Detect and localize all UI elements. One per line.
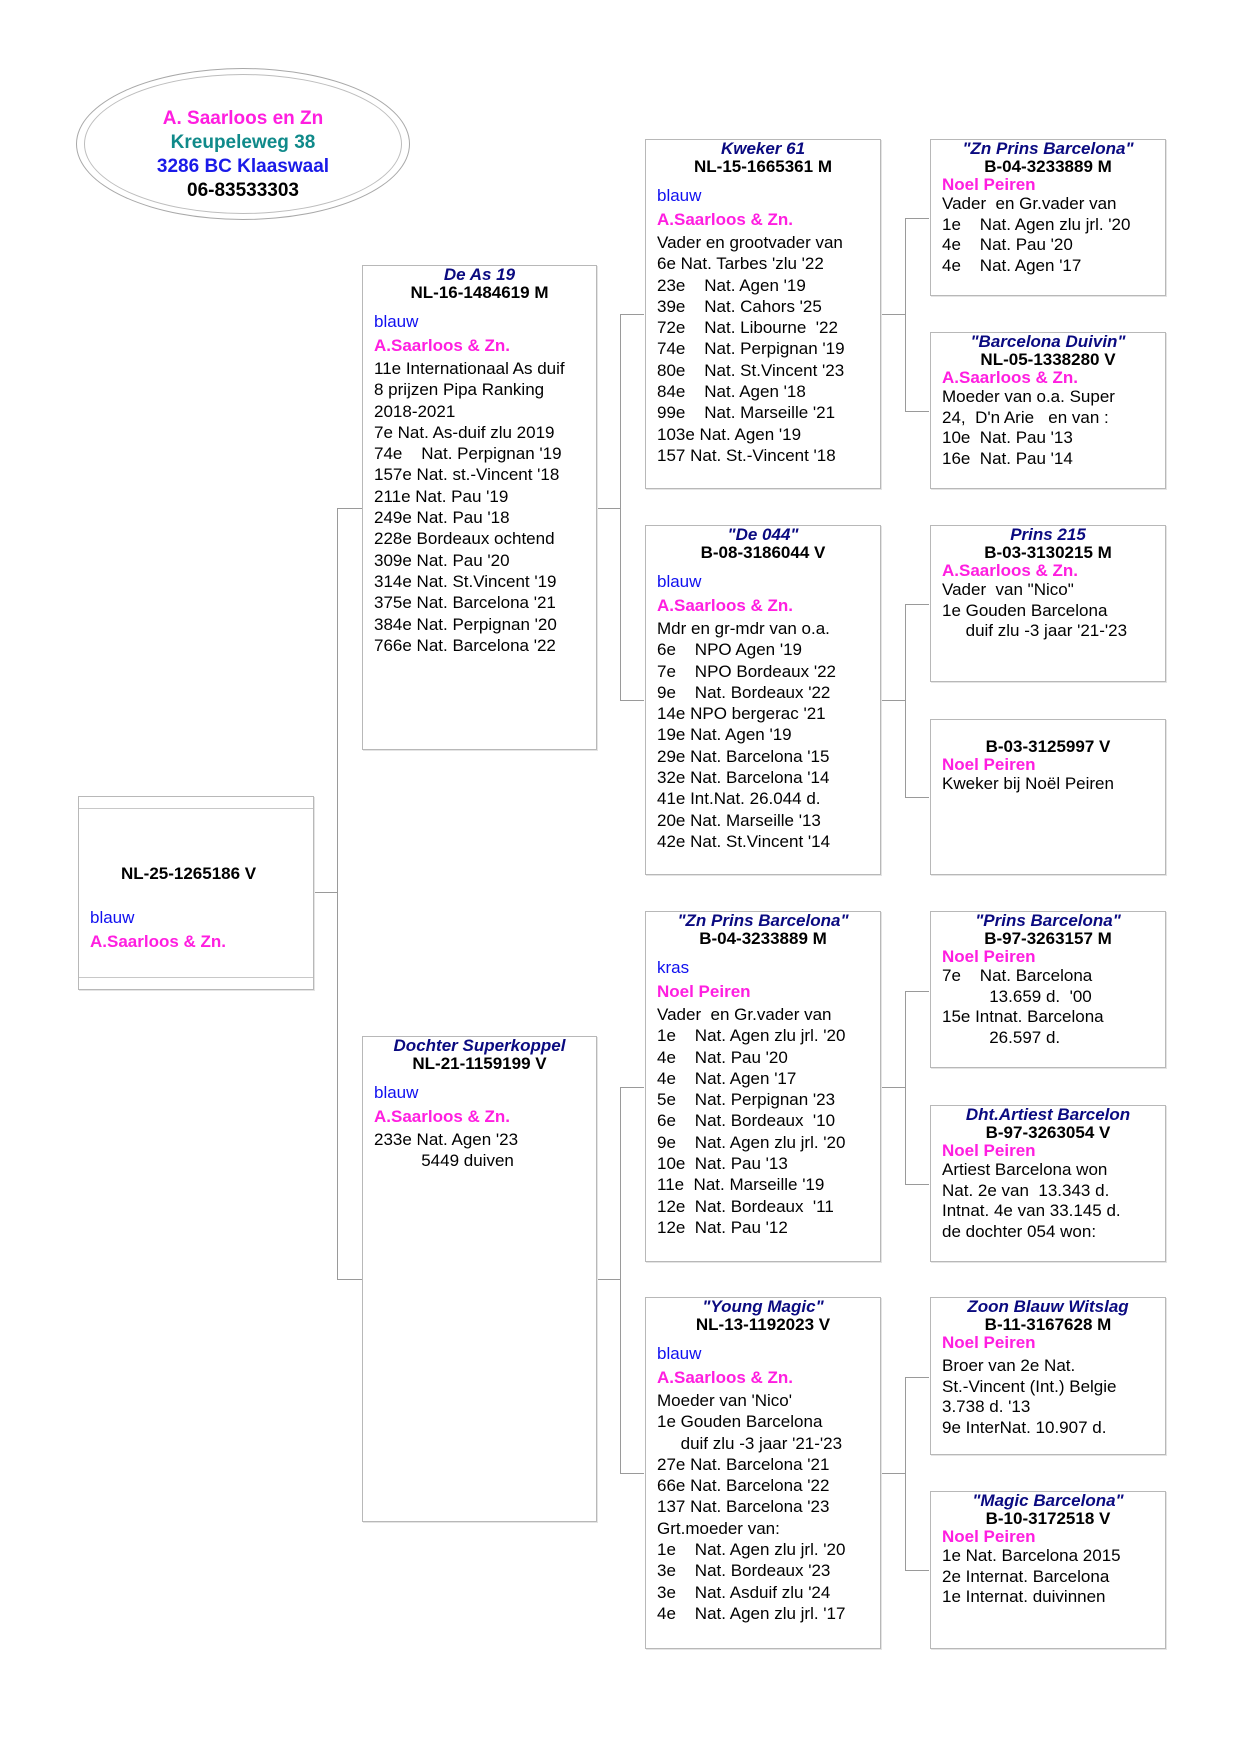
mother-name: Dochter Superkoppel [393, 1036, 566, 1055]
fm-ring: B-08-3186044 V [700, 543, 826, 562]
mm-results [646, 1390, 880, 1624]
result-line: Mdr en gr-mdr van o.a. [657, 619, 830, 638]
result-line: 13.659 d. '00 [942, 986, 1092, 1006]
mother-owner: A.Saarloos & Zn. [374, 1107, 511, 1126]
result-line: 9e InterNat. 10.907 d. [942, 1417, 1107, 1437]
result-line: 1e Internat. duivinnen [942, 1587, 1106, 1606]
result-line: 103e Nat. Agen '19 [657, 424, 802, 444]
breeder-street: Kreupeleweg 38 [170, 132, 316, 153]
grandfather-paternal-card[interactable] [645, 139, 881, 489]
result-line: 157e Nat. st.-Vincent '18 [374, 465, 560, 485]
father-name: De As 19 [443, 265, 516, 284]
result-line: 9e Nat. Bordeaux '22 [657, 682, 831, 702]
result-line: 7e Nat. As-duif zlu 2019 [374, 422, 555, 442]
mff-card[interactable] [930, 911, 1166, 1068]
result-line: 15e Intnat. Barcelona [942, 1007, 1104, 1026]
result-line: 9e Nat. Agen zlu jrl. '20 [657, 1132, 846, 1152]
result-line: 74e Nat. Perpignan '19 [374, 444, 562, 464]
ff-name: Kweker 61 [720, 139, 806, 158]
result-line: 41e Int.Nat. 26.044 d. [657, 789, 821, 809]
result-line: 7e NPO Bordeaux '22 [657, 661, 837, 681]
subject-color: blauw [90, 908, 135, 927]
result-line: 5e Nat. Perpignan '23 [657, 1090, 836, 1110]
result-line: 1e Nat. Agen zlu jrl. '20 [657, 1540, 846, 1560]
connector [880, 700, 905, 701]
connector [905, 1377, 906, 1570]
fmf-results [931, 580, 1165, 642]
mother-color: blauw [374, 1083, 419, 1102]
result-line: 42e Nat. St.Vincent '14 [657, 831, 831, 851]
result-line: duif zlu -3 jaar '21-'23 [942, 621, 1128, 640]
ff-ring: NL-15-1665361 M [694, 157, 832, 176]
ffm-owner: A.Saarloos & Zn. [942, 368, 1079, 387]
connector [313, 892, 337, 893]
ffm-card[interactable] [930, 332, 1166, 489]
ffm-ring: NL-05-1338280 V [980, 350, 1116, 369]
father-card[interactable] [362, 265, 597, 750]
breeder-name: A. Saarloos en Zn [162, 108, 324, 129]
fm-name: "De 044" [727, 525, 799, 544]
mff-name: "Prins Barcelona" [975, 911, 1121, 930]
connector [905, 1184, 929, 1185]
mff-owner: Noel Peiren [942, 947, 1036, 966]
mfm-card[interactable] [930, 1105, 1166, 1262]
father-results [363, 358, 596, 656]
result-line: 11e Internationaal As duif [374, 359, 565, 378]
subject-owner: A.Saarloos & Zn. [90, 932, 227, 951]
mfm-name: Dht.Artiest Barcelon [965, 1105, 1131, 1124]
result-line: 6e NPO Agen '19 [657, 640, 803, 660]
result-line: 6e Nat. Bordeaux '10 [657, 1111, 836, 1131]
result-line: Artiest Barcelona won [942, 1160, 1108, 1179]
fm-color: blauw [657, 572, 702, 591]
result-line: 66e Nat. Barcelona '22 [657, 1476, 830, 1496]
result-line: 3e Nat. Asduif zlu '24 [657, 1582, 831, 1602]
result-line: Vader en Gr.vader van [657, 1005, 832, 1024]
connector [620, 700, 644, 701]
result-line: Moeder van o.a. Super [942, 387, 1115, 406]
connector [337, 1279, 362, 1280]
father-owner: A.Saarloos & Zn. [374, 336, 511, 355]
result-line: 80e Nat. St.Vincent '23 [657, 360, 845, 380]
result-line: 4e Nat. Agen zlu jrl. '17 [657, 1603, 846, 1623]
fff-ring: B-04-3233889 M [984, 157, 1112, 176]
result-line: 12e Nat. Bordeaux '11 [657, 1196, 834, 1216]
mmf-results [931, 1356, 1165, 1438]
connector [880, 1473, 905, 1474]
connector [880, 1087, 905, 1088]
result-line: 211e Nat. Pau '19 [374, 486, 509, 506]
result-line: 7e Nat. Barcelona [942, 966, 1093, 985]
breeder-city: 3286 BC Klaaswaal [156, 156, 330, 177]
result-line: 766e Nat. Barcelona '22 [374, 635, 556, 655]
connector [905, 991, 929, 992]
connector [905, 604, 929, 605]
fmm-ring: B-03-3125997 V [985, 737, 1111, 756]
result-line: 27e Nat. Barcelona '21 [657, 1454, 830, 1474]
mother-ring: NL-21-1159199 V [412, 1054, 547, 1073]
mff-ring: B-97-3263157 M [984, 929, 1112, 948]
result-line: 5449 duiven [374, 1151, 514, 1171]
result-line: 384e Nat. Perpignan '20 [374, 614, 557, 634]
connector [905, 218, 906, 411]
ffm-name: "Barcelona Duivin" [970, 332, 1126, 351]
result-line: 23e Nat. Agen '19 [657, 275, 806, 295]
result-line: 375e Nat. Barcelona '21 [374, 593, 556, 613]
fm-results [646, 618, 880, 852]
result-line: 1e Gouden Barcelona [657, 1412, 823, 1432]
result-line: 84e Nat. Agen '18 [657, 382, 806, 402]
mother-card[interactable] [362, 1036, 597, 1522]
connector [620, 314, 621, 700]
connector [905, 991, 906, 1184]
result-line: Nat. 2e van 13.343 d. [942, 1180, 1110, 1200]
result-line: 4e Nat. Agen '17 [657, 1068, 797, 1088]
result-line: 19e Nat. Agen '19 [657, 725, 792, 745]
result-line: 29e Nat. Barcelona '15 [657, 746, 830, 766]
fff-owner: Noel Peiren [942, 175, 1036, 194]
result-line: 228e Bordeaux ochtend [374, 529, 555, 549]
connector [596, 508, 620, 509]
result-line: 1e Gouden Barcelona [942, 600, 1108, 620]
fmm-owner: Noel Peiren [942, 755, 1036, 774]
grandmother-maternal-card[interactable] [645, 1297, 881, 1649]
breeder-phone: 06-83533303 [187, 180, 299, 201]
mmf-ring: B-11-3167628 M [984, 1315, 1112, 1334]
result-line: 2018-2021 [374, 401, 456, 421]
mmm-results [931, 1546, 1165, 1608]
result-line: 314e Nat. St.Vincent '19 [374, 571, 557, 591]
mm-color: blauw [657, 1344, 702, 1363]
result-line: Grt.moeder van: [657, 1518, 780, 1538]
result-line: 3.738 d. '13 [942, 1397, 1031, 1416]
fff-name: "Zn Prins Barcelona" [962, 139, 1134, 158]
result-line: 24, D'n Arie en van : [942, 407, 1109, 427]
result-line: Intnat. 4e van 33.145 d. [942, 1201, 1121, 1220]
mf-ring: B-04-3233889 M [699, 929, 827, 948]
result-line: Vader en grootvader van [657, 233, 843, 252]
result-line: 1e Nat. Barcelona 2015 [942, 1546, 1121, 1565]
connector [337, 508, 362, 509]
fmf-card[interactable] [930, 525, 1166, 682]
fmm-name [931, 720, 1165, 738]
result-line: 233e Nat. Agen '23 [374, 1130, 519, 1149]
result-line: 2e Internat. Barcelona [942, 1566, 1110, 1586]
mfm-ring: B-97-3263054 V [985, 1123, 1111, 1142]
mfm-results [931, 1160, 1165, 1242]
connector [596, 1279, 620, 1280]
mm-owner: A.Saarloos & Zn. [657, 1368, 794, 1387]
result-line: 14e NPO bergerac '21 [657, 704, 826, 724]
result-line: 10e Nat. Pau '13 [942, 428, 1073, 447]
fmm-card[interactable] [930, 719, 1166, 875]
mmf-name: Zoon Blauw Witslag [967, 1297, 1129, 1316]
breeder-header [108, 107, 378, 203]
result-line: 4e Nat. Pau '20 [657, 1047, 788, 1067]
connector [905, 1377, 929, 1378]
subject-pigeon-card[interactable] [78, 796, 314, 990]
result-line: Kweker bij Noël Peiren [942, 774, 1114, 793]
result-line: 3e Nat. Bordeaux '23 [657, 1561, 831, 1581]
result-line: 8 prijzen Pipa Ranking [374, 380, 545, 400]
mf-owner: Noel Peiren [657, 982, 751, 1001]
connector [905, 1570, 929, 1571]
connector [905, 218, 929, 219]
connector [337, 508, 338, 1279]
result-line: Vader van "Nico" [942, 580, 1074, 599]
fff-results [931, 194, 1165, 276]
result-line: 26.597 d. [942, 1027, 1061, 1047]
result-line: 12e Nat. Pau '12 [657, 1217, 788, 1237]
result-line: Vader en Gr.vader van [942, 194, 1117, 213]
fmf-owner: A.Saarloos & Zn. [942, 561, 1079, 580]
mmf-owner: Noel Peiren [942, 1333, 1036, 1352]
mm-name: "Young Magic" [702, 1297, 824, 1316]
mf-color: kras [657, 958, 690, 977]
result-line: Broer van 2e Nat. [942, 1356, 1076, 1375]
connector [620, 1087, 621, 1473]
ff-owner: A.Saarloos & Zn. [657, 210, 794, 229]
result-line: St.-Vincent (Int.) Belgie [942, 1376, 1117, 1396]
father-color: blauw [374, 312, 419, 331]
connector [880, 314, 905, 315]
mmm-card[interactable] [930, 1491, 1166, 1649]
result-line: 4e Nat. Pau '20 [942, 235, 1073, 254]
ffm-results [931, 387, 1165, 469]
result-line: 309e Nat. Pau '20 [374, 550, 510, 570]
result-line: 137 Nat. Barcelona '23 [657, 1497, 830, 1517]
mother-results [363, 1129, 596, 1172]
result-line: 157 Nat. St.-Vincent '18 [657, 445, 836, 465]
connector [620, 314, 644, 315]
result-line: 16e Nat. Pau '14 [942, 448, 1073, 468]
result-line: 20e Nat. Marseille '13 [657, 810, 821, 830]
result-line: duif zlu -3 jaar '21-'23 [657, 1433, 843, 1453]
result-line: 72e Nat. Libourne '22 [657, 318, 838, 338]
fmf-ring: B-03-3130215 M [984, 543, 1112, 562]
mmm-owner: Noel Peiren [942, 1527, 1036, 1546]
result-line: 39e Nat. Cahors '25 [657, 296, 822, 316]
mff-results [931, 966, 1165, 1048]
ff-color: blauw [657, 186, 702, 205]
result-line: 11e Nat. Marseille '19 [657, 1175, 825, 1195]
ff-results [646, 232, 880, 466]
result-line: 74e Nat. Perpignan '19 [657, 339, 845, 359]
result-line: 99e Nat. Marseille '21 [657, 403, 836, 423]
father-ring: NL-16-1484619 M [410, 283, 549, 302]
connector [905, 411, 929, 412]
result-line: 6e Nat. Tarbes 'zlu '22 [657, 254, 824, 274]
result-line: Moeder van 'Nico' [657, 1391, 792, 1410]
connector [620, 1087, 644, 1088]
connector [905, 797, 929, 798]
mm-ring: NL-13-1192023 V [695, 1315, 831, 1334]
result-line: 4e Nat. Agen '17 [942, 255, 1082, 275]
mmm-name: "Magic Barcelona" [972, 1491, 1124, 1510]
mf-results [646, 1004, 880, 1238]
mfm-owner: Noel Peiren [942, 1141, 1036, 1160]
mmm-ring: B-10-3172518 V [985, 1509, 1111, 1528]
result-line: 1e Nat. Agen zlu jrl. '20 [657, 1026, 846, 1046]
fm-owner: A.Saarloos & Zn. [657, 596, 794, 615]
result-line: de dochter 054 won: [942, 1221, 1097, 1241]
mmf-card[interactable] [930, 1297, 1166, 1455]
result-line: 1e Nat. Agen zlu jrl. '20 [942, 214, 1131, 234]
connector [620, 1473, 644, 1474]
connector [905, 604, 906, 797]
fmf-name: Prins 215 [1010, 525, 1086, 544]
fmm-results [931, 774, 1165, 795]
result-line: 32e Nat. Barcelona '14 [657, 768, 830, 788]
result-line: 249e Nat. Pau '18 [374, 508, 510, 528]
grandfather-maternal-card[interactable] [645, 911, 881, 1262]
result-line: 10e Nat. Pau '13 [657, 1154, 788, 1174]
fff-card[interactable] [930, 139, 1166, 296]
subject-ring: NL-25-1265186 V [121, 864, 257, 883]
mf-name: "Zn Prins Barcelona" [677, 911, 849, 930]
grandmother-paternal-card[interactable] [645, 525, 881, 875]
